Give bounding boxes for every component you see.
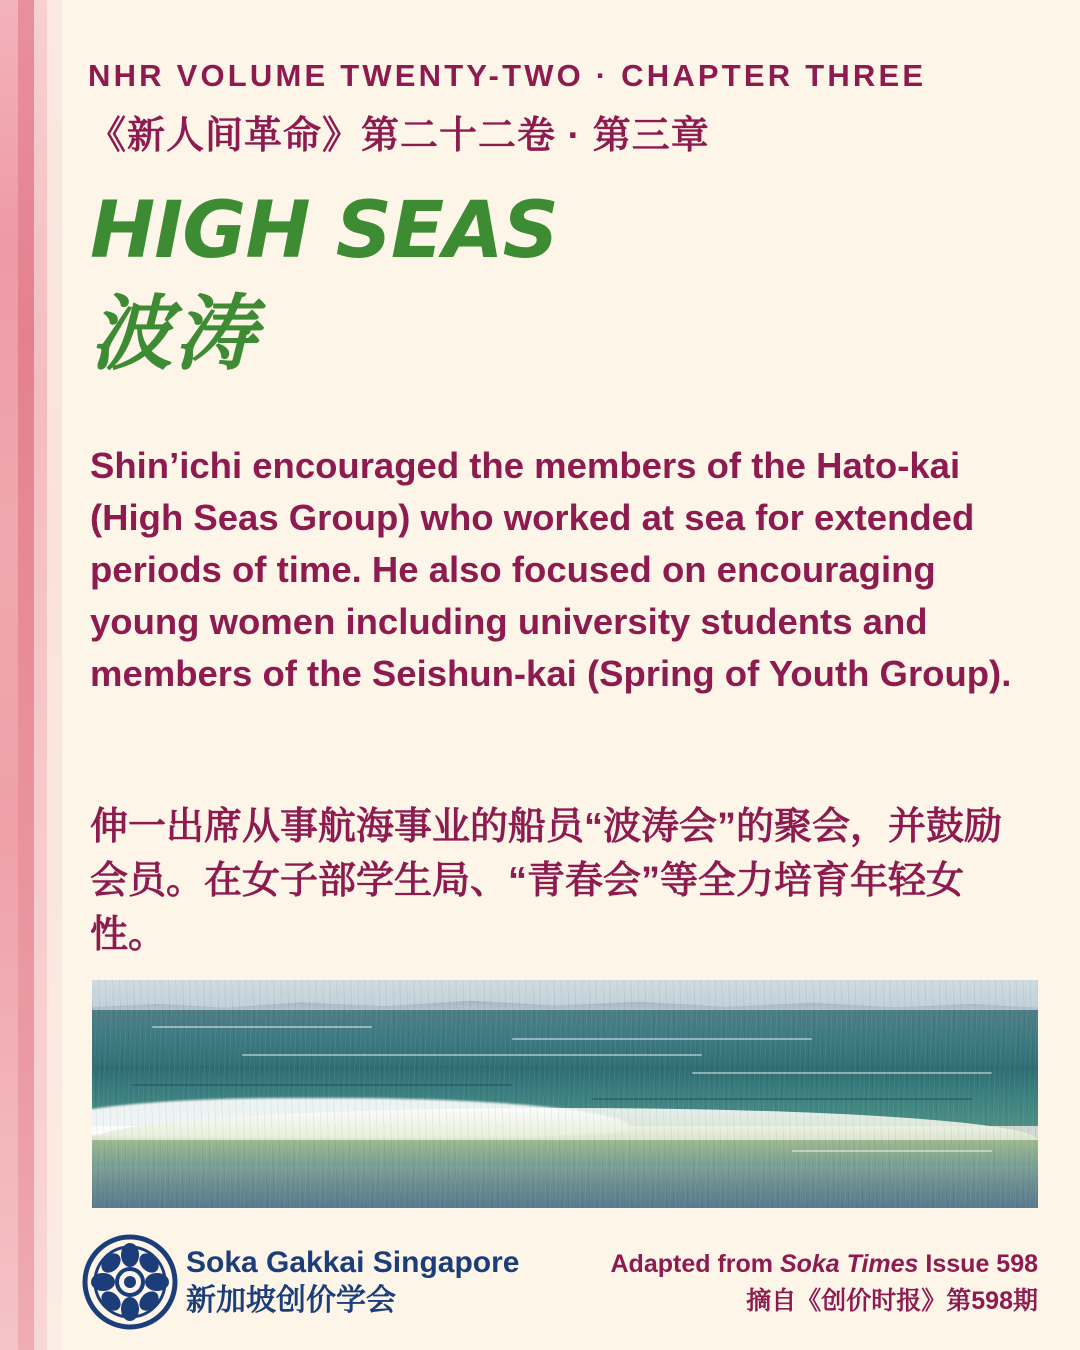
kicker-english: NHR VOLUME TWENTY-TWO · CHAPTER THREE <box>88 58 927 93</box>
source-publication: Soka Times <box>779 1250 919 1278</box>
content-column <box>88 0 1040 1350</box>
organization-name <box>186 1244 519 1320</box>
soka-gakkai-logo-icon <box>82 1234 178 1330</box>
band-stripe-3 <box>34 0 47 1350</box>
footer <box>88 1228 1040 1338</box>
band-stripe-2 <box>18 0 34 1350</box>
ocean-illustration <box>92 980 1038 1208</box>
source-prefix: Adapted from <box>610 1250 780 1278</box>
body-text-english: Shin’ichi encouraged the members of the Hato-kai (High Seas Group) who worked at sea for extended periods of time. He also focused on encouraging young women including university students and members of the Seishun-kai (Spring of Youth Group). <box>90 445 1012 694</box>
organization-name-chinese: 新加坡创价学会 <box>186 1284 396 1317</box>
source-credit-english <box>611 1246 1039 1283</box>
band-stripe-1 <box>0 0 18 1350</box>
organization-name-english: Soka Gakkai Singapore <box>186 1246 520 1279</box>
page-title-chinese: 波涛 <box>90 287 258 382</box>
body-text-chinese: 伸一出席从事航海事业的船员“波涛会”的聚会，并鼓励会员。在女子部学生局、“青春会”等全力培育年轻女性。 <box>90 806 1003 956</box>
decorative-gradient-band <box>0 0 62 1350</box>
illustration-paper-texture <box>92 980 1038 1208</box>
source-credit <box>611 1246 1039 1320</box>
page-title-english: HIGH SEAS <box>90 186 558 276</box>
kicker-chinese: 《新人间革命》第二十二卷 · 第三章 <box>88 115 710 157</box>
source-suffix: Issue 598 <box>918 1250 1038 1278</box>
band-stripe-4 <box>47 0 62 1350</box>
source-credit-chinese: 摘自《创价时报》第598期 <box>746 1287 1038 1315</box>
